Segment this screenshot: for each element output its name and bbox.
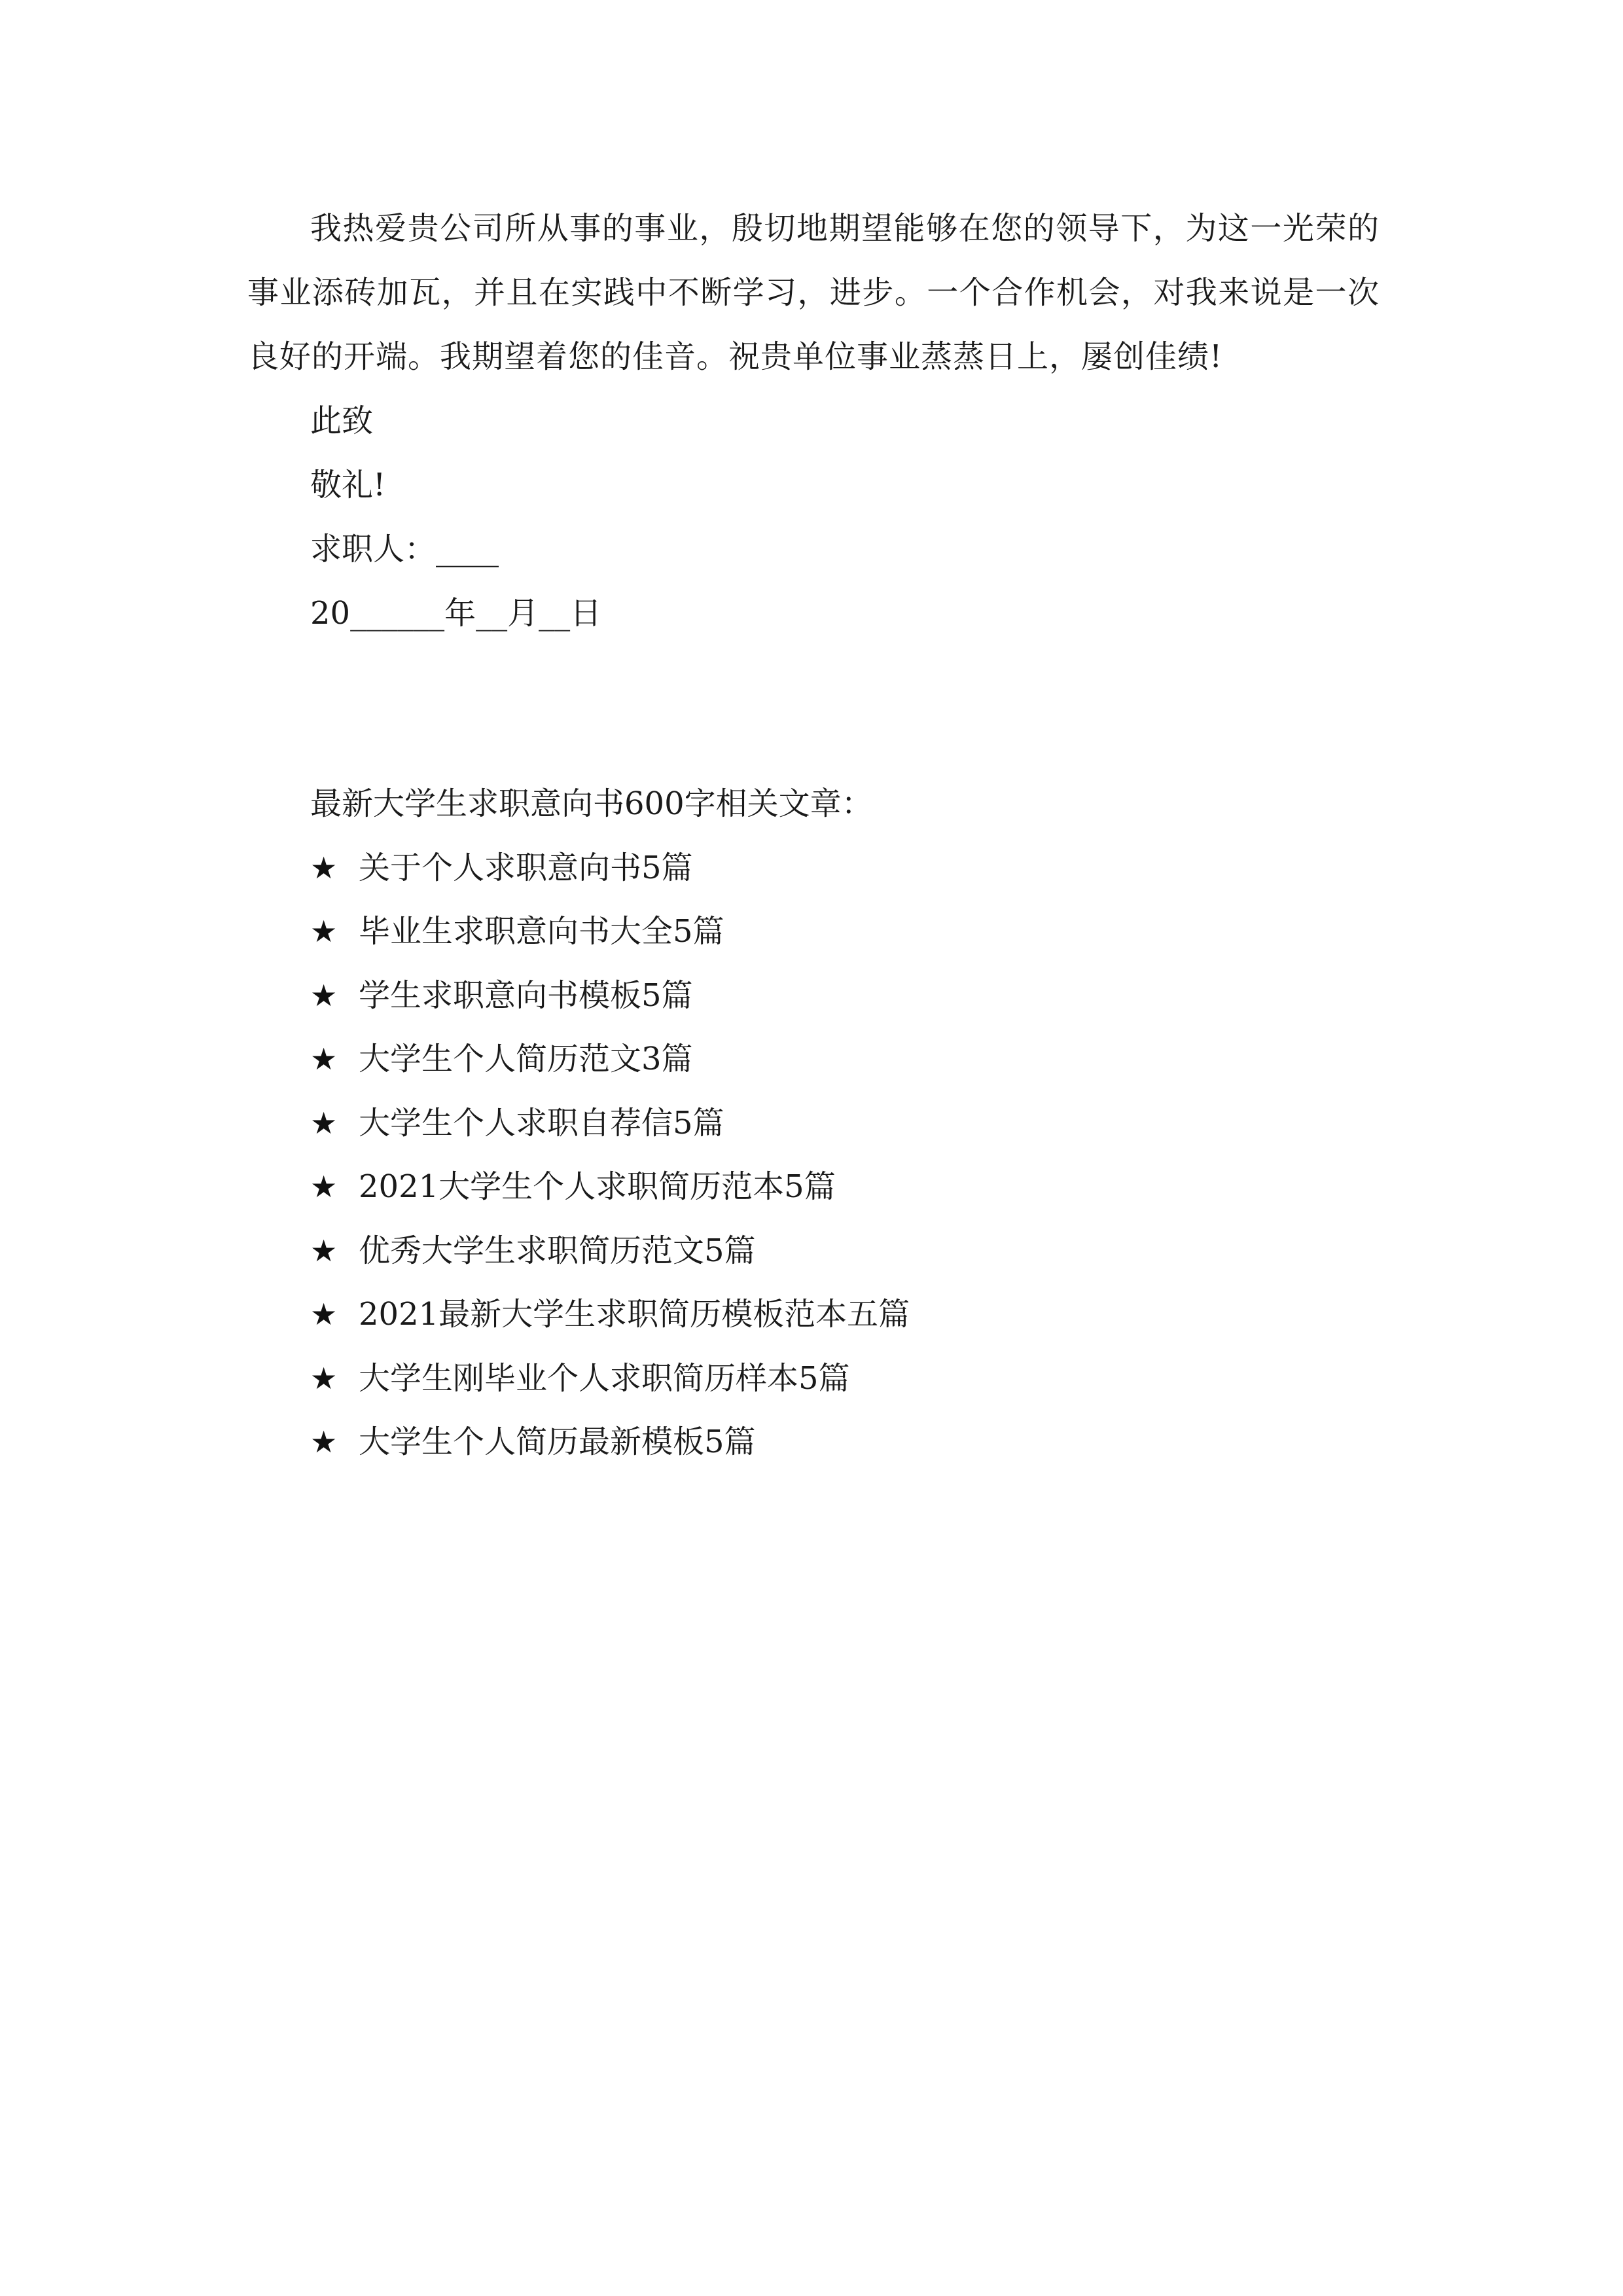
related-article-link[interactable]: 大学生刚毕业个人求职简历样本5篇	[359, 1359, 850, 1397]
letter-signature: 求职人：____	[310, 531, 499, 567]
star-icon: ★	[310, 1105, 338, 1141]
star-icon: ★	[310, 1041, 338, 1077]
star-icon: ★	[310, 1169, 338, 1204]
star-icon: ★	[310, 1297, 338, 1332]
related-article-link[interactable]: 大学生个人简历范文3篇	[359, 1041, 693, 1077]
cover-letter	[247, 196, 1380, 645]
related-article-link[interactable]: 学生求职意向书模板5篇	[359, 977, 693, 1014]
related-article-item[interactable]	[310, 1410, 1357, 1475]
related-article-link[interactable]: 毕业生求职意向书大全5篇	[359, 913, 724, 950]
related-article-item[interactable]	[310, 1283, 1357, 1347]
letter-paragraph: 我热爱贵公司所从事的事业，殷切地期望能够在您的领导下，为这一光荣的事业添砖加瓦，并且在实践中不断学习，进步。一个合作机会，对我来说是一次良好的开端。我期望着您的佳音。祝贵单位事业蒸蒸日上，屡创佳绩!	[247, 210, 1380, 375]
related-article-link[interactable]: 大学生个人求职自荐信5篇	[359, 1104, 724, 1141]
related-article-link[interactable]: 优秀大学生求职简历范文5篇	[359, 1232, 756, 1269]
letter-closing: 此致	[310, 403, 374, 439]
related-article-link[interactable]: 2021大学生个人求职简历范本5篇	[359, 1168, 836, 1205]
related-article-link[interactable]: 2021最新大学生求职简历模板范本五篇	[359, 1296, 910, 1333]
related-article-item[interactable]	[310, 1155, 1357, 1219]
star-icon: ★	[310, 1232, 338, 1268]
related-article-item[interactable]	[310, 836, 1357, 901]
star-icon: ★	[310, 914, 338, 949]
related-article-item[interactable]	[310, 1219, 1357, 1283]
related-article-link[interactable]: 关于个人求职意向书5篇	[359, 849, 693, 886]
star-icon: ★	[310, 1360, 338, 1396]
star-icon: ★	[310, 1424, 338, 1460]
related-article-item[interactable]	[310, 900, 1357, 964]
letter-salutation: 敬礼!	[310, 467, 386, 503]
related-article-item[interactable]	[310, 1028, 1357, 1092]
related-article-link[interactable]: 大学生个人简历最新模板5篇	[359, 1424, 756, 1460]
related-article-item[interactable]	[310, 1092, 1357, 1156]
related-article-item[interactable]	[310, 1347, 1357, 1411]
related-articles-list	[310, 836, 1357, 1475]
star-icon: ★	[310, 850, 338, 886]
related-article-item[interactable]	[310, 964, 1357, 1028]
related-articles	[310, 772, 1357, 1475]
related-articles-title: 最新大学生求职意向书600字相关文章：	[310, 785, 873, 822]
star-icon: ★	[310, 977, 338, 1013]
letter-date: 20______年__月__日	[310, 595, 602, 632]
